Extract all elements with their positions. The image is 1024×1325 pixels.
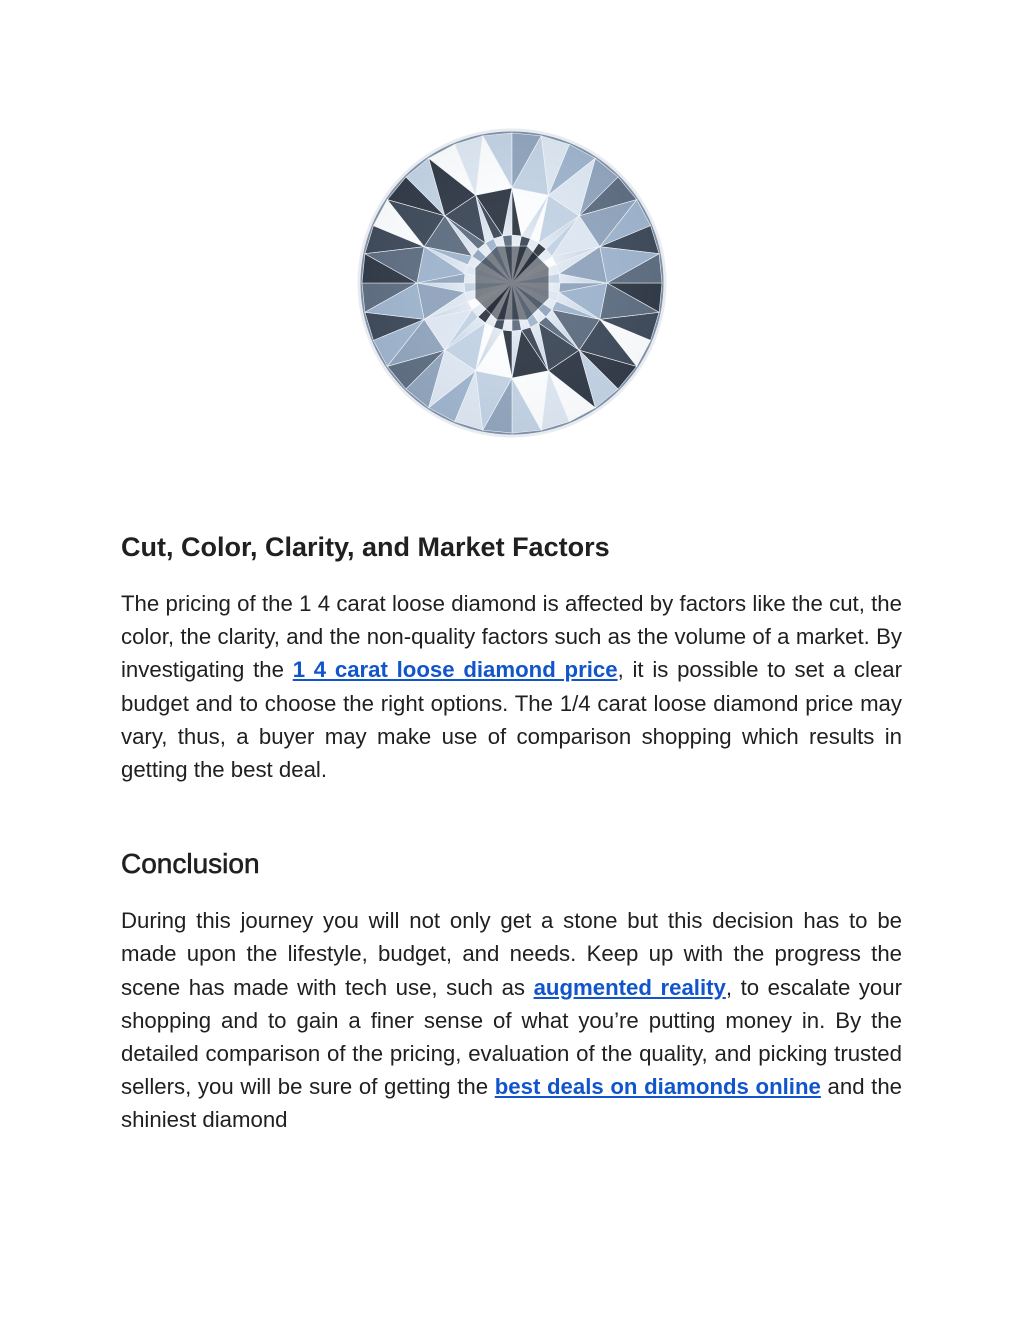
article-content [121,525,902,1137]
augmented-reality-link[interactable]: augmented reality [533,974,726,1000]
conclusion-text-part2: , to escalate your shopping and to gain a finer sense of what you’re putting money in. By the detailed comparison of the pricing, evaluation of the quality, and picking trusted sellers, you will be sure of getting the [121,974,902,1100]
section-heading-conclusion: Conclusion [121,848,260,880]
diamond-table [475,246,549,320]
factors-text-part1: The pricing of the 1 4 carat loose diamond is affected by factors like the cut, the color, the clarity, and the non-quality factors such as the volume of a market. By investigating the [121,591,902,683]
factors-paragraph [121,587,902,786]
section-heading-factors: Cut, Color, Clarity, and Market Factors [121,532,610,562]
diamond-icon [357,128,667,438]
conclusion-text-part3: and the shiniest diamond [121,1074,903,1133]
best-deals-link[interactable]: best deals on diamonds online [494,1074,821,1100]
loose-diamond-price-link[interactable]: 1 4 carat loose diamond price [292,657,618,683]
diamond-image [357,128,667,438]
factors-text-part2: , it is possible to set a clear budget and to choose the right options. The 1/4 carat loose diamond price may vary, thus, a buyer may make use of comparison shopping which results in getting the best deal. [121,657,903,783]
conclusion-paragraph [121,904,902,1136]
conclusion-text-part1: During this journey you will not only get a stone but this decision has to be made upon the lifestyle, budget, and needs. Keep up with the progress the scene has made with tech use, such as [121,908,902,1000]
